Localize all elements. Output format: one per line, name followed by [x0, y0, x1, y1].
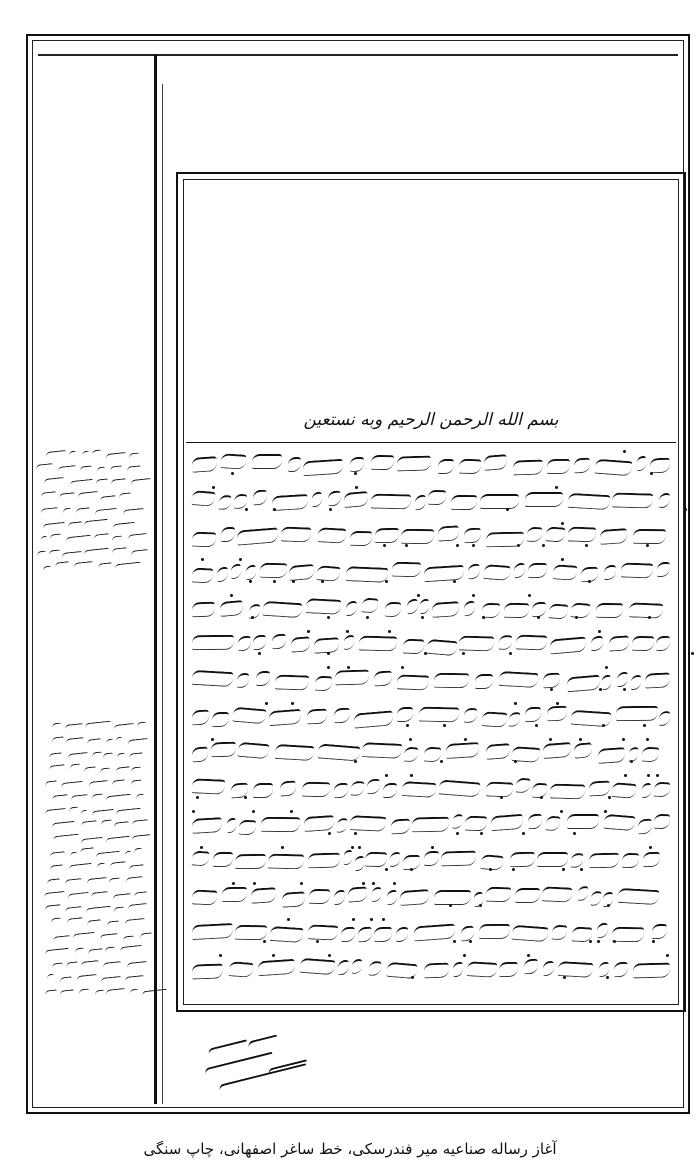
text-line: [192, 806, 670, 836]
text-line: [192, 626, 670, 656]
marginal-note-upper: [36, 450, 146, 590]
text-line: [192, 662, 670, 692]
text-line: [192, 482, 670, 512]
text-line: [192, 590, 670, 620]
marginal-note-lower: [44, 722, 152, 1012]
blank-header-area: [192, 188, 670, 418]
margin-rule-inner: [162, 84, 163, 1104]
text-line: [192, 698, 670, 728]
basmala-heading: بسم الله الرحمن الرحیم وبه نستعین: [303, 410, 559, 430]
text-line: [192, 914, 670, 944]
text-line: [192, 878, 670, 908]
text-panel: [176, 172, 686, 1012]
text-line: [192, 842, 670, 872]
text-line: [192, 554, 670, 584]
margin-rule: [154, 54, 157, 1104]
manuscript-scan: [8, 14, 692, 1130]
text-line: [192, 446, 670, 476]
top-rule: [38, 54, 678, 56]
signature: [198, 1034, 328, 1094]
figure-caption: آغاز رساله صناعیه میر فندرسکی، خط ساغر اصفهانی، چاپ سنگی: [143, 1140, 557, 1158]
text-line: [192, 734, 670, 764]
text-line: [192, 770, 670, 800]
handwritten-text-block: [192, 446, 670, 996]
heading-rule: [186, 442, 676, 443]
text-line: [192, 518, 670, 548]
text-line: [192, 950, 670, 980]
